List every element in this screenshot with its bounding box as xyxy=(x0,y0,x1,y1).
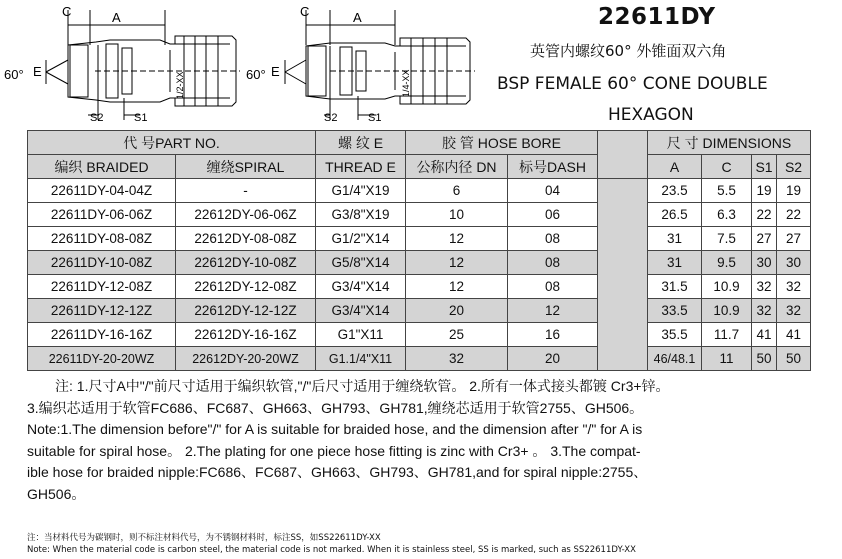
cell-a: 33.5 xyxy=(648,299,702,323)
table-row xyxy=(28,203,811,227)
cell-braided: 22611DY-04-04Z xyxy=(28,179,176,203)
label-s1-left: S1 xyxy=(134,112,148,124)
cell-dn: 12 xyxy=(406,251,508,275)
cell-s1: 50 xyxy=(752,347,777,371)
cell-s1: 32 xyxy=(752,275,777,299)
cell-c: 10.9 xyxy=(702,275,752,299)
header-dash: 标号DASH xyxy=(508,155,598,179)
cell-spiral: - xyxy=(176,179,316,203)
note-en-line1: Note:1.The dimension before"/" for A is suitable for braided hose, and the dimension after "/" for A is xyxy=(27,421,643,437)
cell-dn: 10 xyxy=(406,203,508,227)
footer-note-en: Note: When the material code is carbon steel, the material code is not marked. When it is stainless steel, SS is marked, such as SS22611DY-XX xyxy=(27,545,636,555)
cell-dash: 16 xyxy=(508,323,598,347)
spec-table xyxy=(27,130,811,371)
cell-thread: G5/8"X14 xyxy=(316,251,406,275)
table-row xyxy=(28,251,811,275)
header-dimensions: 尺 寸 DIMENSIONS xyxy=(648,131,811,155)
label-a-left: A xyxy=(112,10,121,25)
cell-dn: 32 xyxy=(406,347,508,371)
subtitle-chinese: 英管内螺纹60° 外锥面双六角 xyxy=(530,42,727,60)
label-s1-right: S1 xyxy=(368,112,382,124)
cell-braided: 22611DY-12-12Z xyxy=(28,299,176,323)
label-thread-left: 1/2-XX xyxy=(175,71,185,99)
cell-a: 26.5 xyxy=(648,203,702,227)
cell-dash: 08 xyxy=(508,251,598,275)
cell-braided: 22611DY-06-06Z xyxy=(28,203,176,227)
cell-s1: 32 xyxy=(752,299,777,323)
label-angle-right: 60° xyxy=(246,67,266,82)
cell-dash: 12 xyxy=(508,299,598,323)
label-s2-left: S2 xyxy=(90,112,104,124)
cell-a: 23.5 xyxy=(648,179,702,203)
cell-dash: 04 xyxy=(508,179,598,203)
cell-dn: 25 xyxy=(406,323,508,347)
header-hose-bore: 胶 管 HOSE BORE xyxy=(406,131,598,155)
cell-s1: 22 xyxy=(752,203,777,227)
cell-spiral: 22612DY-20-20WZ xyxy=(176,347,316,371)
cell-dash: 08 xyxy=(508,227,598,251)
cell-dash: 06 xyxy=(508,203,598,227)
cell-spiral: 22612DY-08-08Z xyxy=(176,227,316,251)
cell-thread: G1"X11 xyxy=(316,323,406,347)
header-s2: S2 xyxy=(777,155,811,179)
cell-dn: 12 xyxy=(406,227,508,251)
cell-a: 35.5 xyxy=(648,323,702,347)
header-braided: 编织 BRAIDED xyxy=(28,155,176,179)
note-en-line2: suitable for spiral hose。 2.The plating for one piece hose fitting is zinc with Cr3+ 。 3.The compat- xyxy=(27,442,641,459)
cell-braided: 22611DY-20-20WZ xyxy=(28,347,176,371)
cell-c: 10.9 xyxy=(702,299,752,323)
note-cn-line1: 注: 1.尺寸A中"/"前尺寸适用于编织软管,"/"后尺寸适用于缠绕软管。 2.所有一体式接头都镀 Cr3+锌。 xyxy=(55,378,670,394)
label-a-right: A xyxy=(353,10,362,25)
cell-a: 31 xyxy=(648,227,702,251)
cell-s2: 41 xyxy=(777,323,811,347)
blank-column xyxy=(598,179,648,371)
cell-c: 9.5 xyxy=(702,251,752,275)
label-thread-right: 1/4-XX xyxy=(401,69,411,97)
right-fitting-drawing xyxy=(285,10,475,120)
table-row xyxy=(28,323,811,347)
cell-c: 11 xyxy=(702,347,752,371)
cell-dn: 12 xyxy=(406,275,508,299)
page-title: 22611DY xyxy=(598,4,716,30)
footer-note-cn: 注：当材料代号为碳钢时，则不标注材料代号，为不锈钢材料时，标注SS，如SS22611DY-XX xyxy=(27,533,381,543)
label-c-right: C xyxy=(300,4,310,19)
subtitle-english-line2: HEXAGON xyxy=(608,105,694,125)
table-row xyxy=(28,275,811,299)
cell-braided: 22611DY-08-08Z xyxy=(28,227,176,251)
table-header-row-2 xyxy=(28,155,811,179)
cell-thread: G1/4"X19 xyxy=(316,179,406,203)
cell-s2: 22 xyxy=(777,203,811,227)
label-angle-left: 60° xyxy=(4,67,24,82)
cell-s2: 32 xyxy=(777,299,811,323)
header-part-no: 代 号PART NO. xyxy=(28,131,316,155)
left-fitting-drawing xyxy=(46,10,240,120)
notes-section xyxy=(27,376,794,505)
table-row xyxy=(28,347,811,371)
cell-s2: 27 xyxy=(777,227,811,251)
header-s1: S1 xyxy=(752,155,777,179)
label-e-right: E xyxy=(271,64,280,79)
cell-thread: G1.1/4"X11 xyxy=(316,347,406,371)
table-row xyxy=(28,179,811,203)
table-header-row-1 xyxy=(28,131,811,155)
table-row xyxy=(28,227,811,251)
cell-dn: 20 xyxy=(406,299,508,323)
header-dn: 公称内径 DN xyxy=(406,155,508,179)
label-e-left: E xyxy=(33,64,42,79)
cell-s1: 27 xyxy=(752,227,777,251)
cell-s1: 30 xyxy=(752,251,777,275)
cell-a: 31 xyxy=(648,251,702,275)
cell-spiral: 22612DY-16-16Z xyxy=(176,323,316,347)
header-c: C xyxy=(702,155,752,179)
cell-dn: 6 xyxy=(406,179,508,203)
label-s2-right: S2 xyxy=(324,112,338,124)
cell-thread: G3/8"X19 xyxy=(316,203,406,227)
note-en-line3: ible hose for braided nipple:FC686、FC687、GH663、GH793、GH781,and for spiral nipple:2755、 xyxy=(27,464,648,480)
note-en-line4: GH506。 xyxy=(27,485,86,502)
cell-c: 6.3 xyxy=(702,203,752,227)
cell-spiral: 22612DY-06-06Z xyxy=(176,203,316,227)
header-blank xyxy=(598,131,648,179)
cell-thread: G1/2"X14 xyxy=(316,227,406,251)
cell-a: 31.5 xyxy=(648,275,702,299)
header-thread-cn: 螺 纹 E xyxy=(316,131,406,155)
note-cn-line2: 3.编织芯适用于软管FC686、FC687、GH663、GH793、GH781,缠绕芯适用于软管2755、GH506。 xyxy=(27,399,644,416)
cell-spiral: 22612DY-12-08Z xyxy=(176,275,316,299)
cell-c: 7.5 xyxy=(702,227,752,251)
cell-c: 5.5 xyxy=(702,179,752,203)
fitting-drawing xyxy=(0,0,500,130)
cell-s2: 19 xyxy=(777,179,811,203)
cell-braided: 22611DY-12-08Z xyxy=(28,275,176,299)
cell-a: 46/48.1 xyxy=(648,347,702,371)
cell-dash: 20 xyxy=(508,347,598,371)
cell-spiral: 22612DY-12-12Z xyxy=(176,299,316,323)
subtitle-english-line1: BSP FEMALE 60° CONE DOUBLE xyxy=(497,74,768,94)
header-spiral: 缠绕SPIRAL xyxy=(176,155,316,179)
cell-spiral: 22612DY-10-08Z xyxy=(176,251,316,275)
cell-thread: G3/4"X14 xyxy=(316,275,406,299)
cell-braided: 22611DY-16-16Z xyxy=(28,323,176,347)
cell-s2: 32 xyxy=(777,275,811,299)
cell-s2: 50 xyxy=(777,347,811,371)
cell-s2: 30 xyxy=(777,251,811,275)
cell-s1: 19 xyxy=(752,179,777,203)
cell-c: 11.7 xyxy=(702,323,752,347)
cell-dash: 08 xyxy=(508,275,598,299)
cell-thread: G3/4"X14 xyxy=(316,299,406,323)
cell-s1: 41 xyxy=(752,323,777,347)
label-c-left: C xyxy=(62,4,72,19)
cell-braided: 22611DY-10-08Z xyxy=(28,251,176,275)
header-a: A xyxy=(648,155,702,179)
header-thread-en: THREAD E xyxy=(316,155,406,179)
table-row xyxy=(28,299,811,323)
